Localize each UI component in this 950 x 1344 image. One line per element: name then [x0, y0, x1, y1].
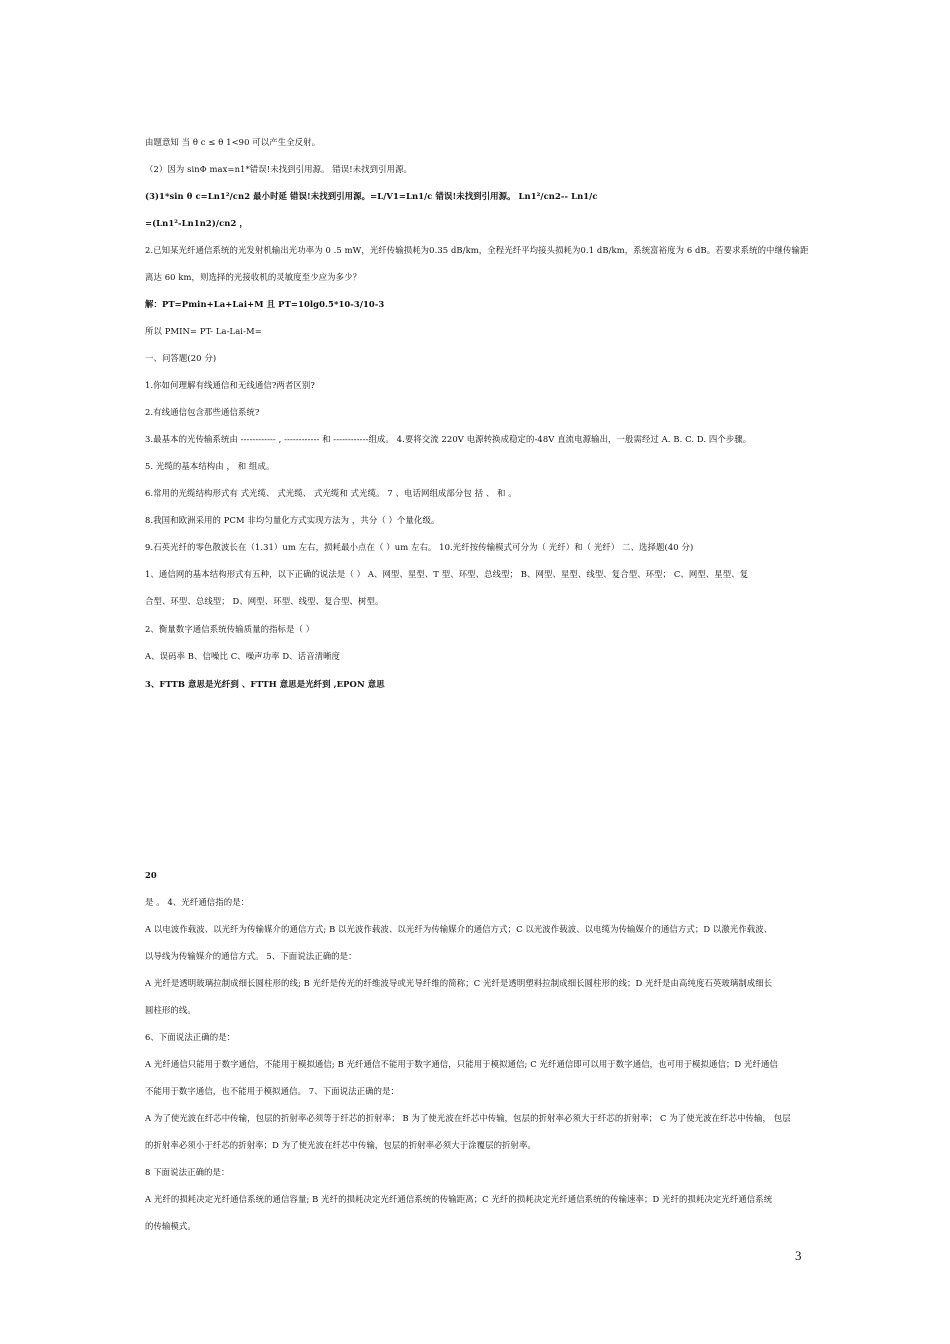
text-line: 2.已知某光纤通信系统的光发射机输出光功率为 0 .5 mW，光纤传输损耗为0.35 dB/km，全程光纤平均接头损耗为0.1 dB/km，系统富裕度为 6 dB。若要求系统的中继传输距	[145, 245, 809, 255]
text-line: A 光纤通信只能用于数字通信，不能用于模拟通信; B 光纤通信不能用于数字通信，只能用于模拟通信; C 光纤通信即可以用于数字通信，也可用于模拟通信；D 光纤通信	[145, 1059, 778, 1069]
text-line: 所以 PMIN= PT- La-Lai-M=	[145, 326, 262, 336]
text-line: （2）因为 sinΦ max=n1*错误!未找到引用源。 错误!未找到引用源。	[145, 164, 413, 174]
question: 5. 光缆的基本结构由 ， 和 组成。	[145, 461, 275, 471]
text-line: 20	[145, 870, 157, 880]
question: 8.我国和欧洲采用的 PCM 非均匀量化方式实现方法为 ，共分（ ）个量化级。	[145, 515, 440, 525]
question: A、误码率 B、信噪比 C、噪声功率 D、话音清晰度	[145, 651, 341, 661]
text-line: A 为了使光波在纤芯中传输，包层的折射率必须等于纤芯的折射率； B 为了使光波在纤芯中传输，包层的折射率必须大于纤芯的折射率； C 为了使光波在纤芯中传输， 包层	[145, 1113, 791, 1123]
question: 9.石英光纤的零色散波长在（1.31）um 左右，损耗最小点在（ ）um 左右。 10.光纤按传输模式可分为（ 光纤）和（ 光纤） 二、选择题(40 分)	[145, 542, 694, 552]
question: 3.最基本的光传输系统由 ------------ , ------------ 和 ------------组成。 4.要将交流 220V 电源转换成稳定的-48V 直流电源输出，一般需经过 A. B. C. D. 四个步骤。	[145, 434, 752, 444]
question: 1、通信网的基本结构形式有五种，以下正确的说法是（ ） A、网型、星型、T 型、环型、总线型； B、网型、星型、线型、复合型、环型； C、网型、星型、复	[145, 569, 749, 579]
question: 6.常用的光缆结构形式有 式光缆、 式光缆、 式光缆和 式光缆。 7 、电话网组成部分包 括 、 和 。	[145, 488, 517, 498]
question: 1.你如何理解有线通信和无线通信?两者区别?	[145, 380, 315, 390]
page-number: 3	[795, 1248, 802, 1263]
text-line: 6、下面说法正确的是：	[145, 1032, 236, 1042]
question: 合型、环型、总线型； D、网型、环型、线型、复合型、树型。	[145, 596, 384, 606]
text-line: 离达 60 km，则选择的光接收机的灵敏度至少应为多少？	[145, 272, 362, 282]
text-line: =(Ln1²-Ln1n2)/cn2 ，	[145, 218, 248, 228]
text-line: (3)1*sin θ c=Ln1²/cn2 最小时延 错误!未找到引用源。=L/V1=Ln1/c 错误!未找到引用源。 Ln1²/cn2-- Ln1/c	[145, 191, 598, 201]
text-line: A 以电波作载波、以光纤为传输媒介的通信方式; B 以光波作载波、以光纤为传输媒介的通信方式；C 以光波作载波、以电缆为传输媒介的通信方式；D 以激光作载波、	[145, 924, 773, 934]
text-line: 以导线为传输媒介的通信方式。 5、下面说法正确的是：	[145, 951, 357, 961]
section-heading: 一、问答题(20 分)	[145, 353, 217, 363]
question: 3、FTTB 意思是光纤到 、FTTH 意思是光纤到 ,EPON 意思	[145, 679, 385, 689]
text-line: 8 下面说法正确的是：	[145, 1167, 230, 1177]
text-line: A 光纤的损耗决定光纤通信系统的通信容量; B 光纤的损耗决定光纤通信系统的传输距离；C 光纤的损耗决定光纤通信系统的传输速率；D 光纤的损耗决定光纤通信系统	[145, 1194, 773, 1204]
text-line: 的折射率必须小于纤芯的折射率；D 为了使光波在纤芯中传输，包层的折射率必须大于涂覆层的折射率。	[145, 1140, 536, 1150]
text-line: 不能用于数字通信，也不能用于模拟通信。 7、下面说法正确的是：	[145, 1086, 399, 1096]
text-line: 解：PT=Pmin+La+Lai+M 且 PT=10lg0.5*10-3/10-3	[145, 299, 385, 309]
question: 2、衡量数字通信系统传输质量的指标是（ ）	[145, 624, 315, 634]
text-line: 由题意知 当 θ c ≤ θ 1<90 可以产生全反射。	[145, 137, 321, 147]
question: 2.有线通信包含那些通信系统?	[145, 407, 260, 417]
text-line: 的传输模式。	[145, 1221, 196, 1231]
text-line: 圆柱形的线。	[145, 1005, 196, 1015]
text-line: 是 。 4、光纤通信指的是：	[145, 897, 250, 907]
text-line: A 光纤是透明玻璃拉制成细长圆柱形的线; B 光纤是传光的纤维波导或光导纤维的简称；C 光纤是透明塑料拉制成细长圆柱形的线；D 光纤是由高纯度石英玻璃制成细长	[145, 978, 773, 988]
